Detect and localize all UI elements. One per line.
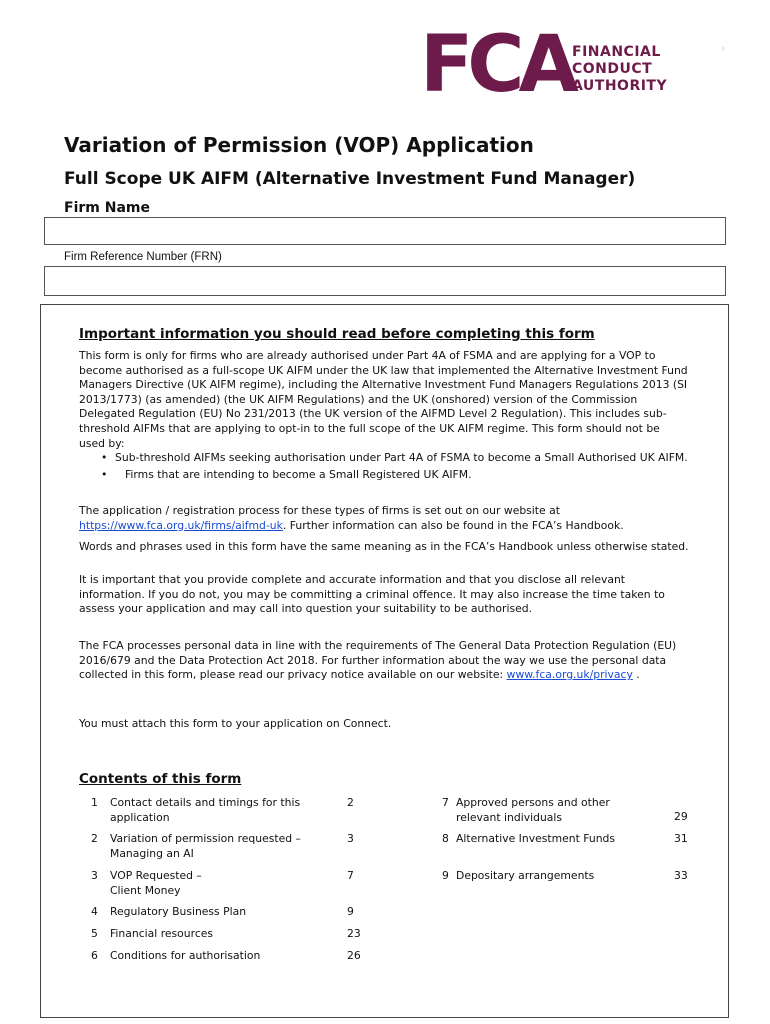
toc-item-depositary[interactable]: Depositary arrangements [456, 869, 595, 882]
firm-name-field[interactable] [44, 217, 726, 245]
toc-num: 8 [442, 832, 449, 845]
toc-item-aifs[interactable]: Alternative Investment Funds [456, 832, 616, 845]
important-para-3: Words and phrases used in this form have the same meaning as in the FCA’s Handbook unless otherwise stated. [79, 540, 689, 553]
toc-num: 1 [91, 796, 98, 809]
contents-heading: Contents of this form [79, 771, 242, 787]
logo-line-2: CONDUCT [572, 61, 653, 77]
important-para-4: It is important that you provide complete and accurate information and that you disclose all relevant information. If you do not, you may be committing a criminal offence. It may also increase the time taken to assess your application and may call into question your suitability to be authorised. [79, 573, 665, 616]
aifmd-uk-link[interactable]: https://www.fca.org.uk/firms/aifmd-uk [79, 518, 283, 532]
important-para-1: This form is only for firms who are already authorised under Part 4A of FSMA and are applying for a VOP to become authorised as a full-scope UK AIFM under the UK law that implemented the Alternative Investment Fund Managers Directive (UK AIFM regime), including the Alternative Investment Fund Managers Regulations 2013 (SI 2013/1773) (as amended) (the UK AIFM Regulations) and the UK (onshored) version of the Commission Delegated Regulation (EU) No 231/2013 (the UK version of the AIFMD Level 2 Regulation). This includes sub-threshold AIFMs that are applying to opt-in to the full scope of the UK AIFM regime. This form should not be used by: [79, 349, 688, 450]
frn-field[interactable] [44, 266, 726, 296]
frn-label: Firm Reference Number (FRN) [64, 251, 222, 263]
toc-page: 33 [674, 869, 688, 882]
toc-num: 4 [91, 905, 98, 918]
para-2-text-end: . Further information can also be found in the FCA’s Handbook. [282, 518, 624, 532]
privacy-link[interactable]: www.fca.org.uk/privacy [506, 668, 633, 682]
toc-page: 23 [347, 927, 361, 940]
toc-page: 2 [347, 796, 354, 809]
toc-page: 26 [347, 949, 361, 962]
important-para-2 [79, 504, 689, 533]
list-item-text: Firms that are intending to become a Small Registered UK AIFM. [125, 467, 472, 481]
important-para-5 [79, 639, 689, 683]
toc-num: 2 [91, 832, 98, 845]
toc-num: 9 [442, 869, 449, 882]
toc-item-business-plan[interactable]: Regulatory Business Plan [110, 905, 247, 918]
logo-line-3: AUTHORITY [572, 78, 668, 94]
list-item [79, 451, 689, 466]
important-para-6: You must attach this form to your application on Connect. [79, 717, 392, 730]
para-5-text-end: . [632, 668, 640, 682]
bullet-icon: • [101, 451, 108, 465]
important-body [79, 349, 689, 482]
toc-page: 3 [347, 832, 354, 845]
toc-item-variation-permission[interactable]: Variation of permission requested – Managing an AI [110, 832, 301, 860]
important-heading: Important information you should read before completing this form [79, 326, 595, 342]
para-2-text: The application / registration process for these types of firms is set out on our website at [79, 504, 560, 517]
fca-logo-letters: FCA [420, 20, 573, 110]
toc-num: 7 [442, 796, 449, 809]
toc-page: 31 [674, 832, 688, 845]
page-title: Variation of Permission (VOP) Application [64, 133, 534, 157]
toc-num: 5 [91, 927, 98, 940]
toc-num: 3 [91, 869, 98, 882]
page-subtitle: Full Scope UK AIFM (Alternative Investment Fund Manager) [64, 169, 636, 189]
toc-page: 7 [347, 869, 354, 882]
toc-item-contact-details[interactable]: Contact details and timings for this application [110, 796, 301, 824]
bullet-icon: • [101, 467, 108, 481]
logo-line-1: FINANCIAL [572, 44, 661, 60]
firm-name-label: Firm Name [64, 200, 150, 216]
toc-item-client-money[interactable]: VOP Requested – Client Money [110, 869, 202, 897]
list-item-text: Sub-threshold AIFMs seeking authorisation under Part 4A of FSMA to become a Small Authorised UK AIFM. [115, 451, 688, 465]
toc-item-conditions[interactable]: Conditions for authorisation [110, 949, 261, 962]
toc-item-approved-persons[interactable]: Approved persons and other relevant individuals [456, 796, 610, 824]
exclusion-list [79, 451, 689, 482]
toc-page: 29 [674, 810, 688, 823]
toc-item-financial-resources[interactable]: Financial resources [110, 927, 214, 940]
fca-logo-wordmark [572, 44, 667, 95]
toc-page: 9 [347, 905, 354, 918]
list-item [79, 468, 689, 483]
para-5-text: The FCA processes personal data in line with the requirements of The General Data Protection Regulation (EU) 2016/679 and the Data Protection Act 2018. For further information about the way we use the personal data collected in this form, please read our privacy notice available on our website: [79, 639, 677, 682]
corner-mark: ı [722, 44, 725, 53]
toc-num: 6 [91, 949, 98, 962]
